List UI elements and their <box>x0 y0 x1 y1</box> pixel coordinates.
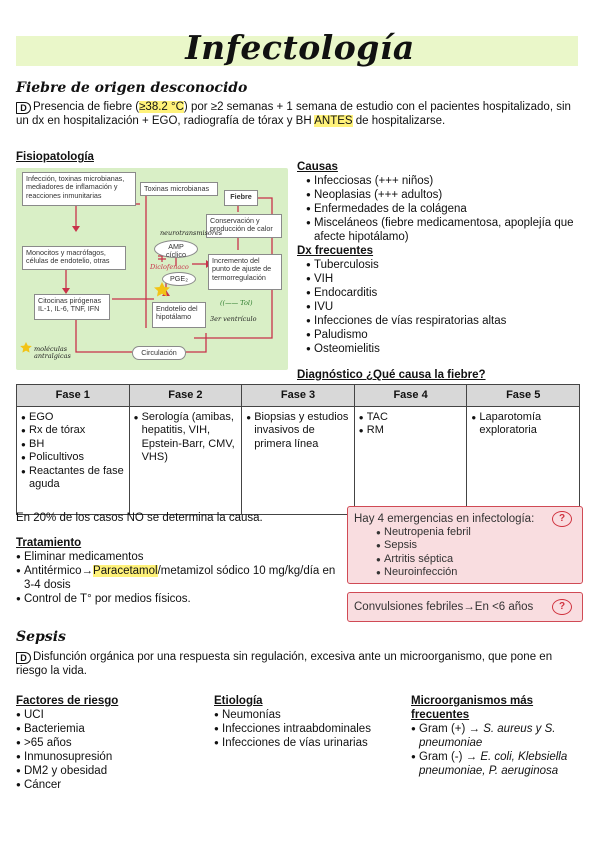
list-item: ● Laparotomía exploratoria <box>471 411 575 438</box>
dx-list <box>297 258 589 356</box>
list-item: ● Tuberculosis <box>306 258 589 272</box>
list-item: ● Infecciosas (+++ niños) <box>306 174 589 188</box>
list-item: ● Endocarditis <box>306 286 589 300</box>
box-toxinas: Toxinas microbianas <box>140 182 218 196</box>
list-item: ● EGO <box>21 411 125 424</box>
list-item: ● RM <box>359 424 463 437</box>
list-item: ● Paludismo <box>306 328 589 342</box>
list-item: ● Enfermedades de la colágena <box>306 202 589 216</box>
causas-list <box>297 174 589 244</box>
list-item: ● >65 años <box>16 736 196 750</box>
box-conservacion: Conservación y producción de calor <box>206 214 282 238</box>
list-item: ● Cáncer <box>16 778 196 792</box>
list-item: ● Infecciones intraabdominales <box>214 722 396 736</box>
box-fiebre: Fiebre <box>224 190 258 206</box>
etiologia-heading: Etiología <box>214 695 263 707</box>
note-tol: ((—— Tol) <box>220 299 253 307</box>
list-item: ● BH <box>21 438 125 451</box>
box-ajuste: Incremento del punto de ajuste de termorregulación <box>208 254 282 290</box>
list-item: ● Bacteriemia <box>16 722 196 736</box>
fase-header: Fase 2 <box>129 385 242 407</box>
micro-list <box>411 722 583 778</box>
list-item: ● Antitérmico→Paracetamol/metamizol sódico 10 mg/kg/día en 3-4 dosis <box>16 564 344 592</box>
tratamiento-heading: Tratamiento <box>16 537 82 549</box>
convulsiones-box <box>347 592 583 622</box>
tratamiento-list <box>16 550 344 606</box>
list-item: ● Artritis séptica <box>376 553 576 566</box>
note-neurotransmisores: neurotransmisores <box>160 229 223 237</box>
list-item: ● Neuroinfección <box>376 566 576 579</box>
antes-highlight: ANTES <box>314 115 353 128</box>
definition-icon: D <box>16 652 31 664</box>
riesgo-list <box>16 708 196 792</box>
fod-definition: D Presencia de fiebre (≥38.2 °C) por ≥2 semanas + 1 semana de estudio con el pacientes hospitalizado, sin un dx en hospitalización + EGO, radiografía de tórax y BH ANTES de hospitalizarse. <box>16 101 571 128</box>
box-infeccion: Infección, toxinas microbianas, mediadores de inflamación y reacciones inmunitarias <box>22 172 136 206</box>
list-item: ● Reactantes de fase aguda <box>21 465 125 492</box>
box-monocitos: Monocitos y macrófagos, células de endotelio, otras <box>22 246 126 270</box>
definition-icon: D <box>16 102 31 114</box>
emergencias-box <box>347 506 583 584</box>
box-pge2: PGE₂ <box>162 272 196 286</box>
box-circulacion: Circulación <box>132 346 186 360</box>
fase-header: Fase 3 <box>242 385 355 407</box>
list-item: ● Gram (-) → E. coli, Klebsiella pneumoniae, P. aeruginosa <box>411 750 583 778</box>
question-icon: ? <box>552 599 572 615</box>
list-item: ● Rx de tórax <box>21 424 125 437</box>
fase2-cell <box>129 407 242 515</box>
list-item: ● Neutropenia febril <box>376 526 576 539</box>
list-item: ● DM2 y obesidad <box>16 764 196 778</box>
dx-heading: Dx frecuentes <box>297 245 374 258</box>
fase-header: Fase 5 <box>467 385 580 407</box>
list-item: ● Misceláneos (fiebre medicamentosa, apoplejía que afecte hipotálamo) <box>306 216 589 244</box>
fase1-cell <box>17 407 130 515</box>
list-item: ● UCI <box>16 708 196 722</box>
box-citocinas: Citocinas pirógenas IL-1, IL-6, TNF, IFN <box>34 294 110 320</box>
fever-pathophysiology-diagram <box>16 168 288 370</box>
box-amp: AMP cíclico <box>154 240 198 258</box>
fase4-cell <box>354 407 467 515</box>
paracetamol-highlight: Paracetamol <box>93 565 158 578</box>
list-item: ● Infecciones de vías respiratorias altas <box>306 314 589 328</box>
sepsis-heading: Sepsis <box>16 629 66 645</box>
etiologia-section <box>214 694 396 750</box>
riesgo-heading: Factores de riesgo <box>16 695 119 707</box>
list-item: ● Inmunosupresión <box>16 750 196 764</box>
list-item: ● VIH <box>306 272 589 286</box>
diagnostic-phases-table <box>16 384 580 515</box>
box-endotelio: Endotelio del hipotálamo <box>152 302 206 328</box>
list-item: ● Control de T° por medios físicos. <box>16 592 344 606</box>
fase-header: Fase 4 <box>354 385 467 407</box>
list-item: ● Biopsias y estudios invasivos de primera línea <box>246 411 350 451</box>
fever-threshold: ≥38.2 °C <box>139 101 184 113</box>
page-title: Infectología <box>185 28 415 67</box>
list-item: ● IVU <box>306 300 589 314</box>
sepsis-definition: D Disfunción orgánica por una respuesta sin regulación, excesiva ante un microorganismo, que pone en riesgo la vida. <box>16 651 553 678</box>
list-item: ● Osteomielitis <box>306 342 589 356</box>
list-item: ● Infecciones de vías urinarias <box>214 736 396 750</box>
question-icon: ? <box>552 511 572 527</box>
diagnostico-heading: Diagnóstico ¿Qué causa la fiebre? <box>297 369 486 381</box>
list-item: ● Neumonías <box>214 708 396 722</box>
list-item: ● TAC <box>359 411 463 424</box>
causas-heading: Causas <box>297 161 338 173</box>
convulsiones-text: Convulsiones febriles→En <6 años <box>354 601 534 613</box>
list-item: ● Serología (amibas, hepatitis, VIH, Epstein-Barr, CMV, VHS) <box>134 411 238 465</box>
list-item: ● Eliminar medicamentos <box>16 550 344 564</box>
fase-header: Fase 1 <box>17 385 130 407</box>
note-moleculas: moléculas antralgicas <box>34 345 71 361</box>
micro-heading: Microorganismos más frecuentes <box>411 695 534 722</box>
arrow-b10-circulation <box>76 318 132 352</box>
causas-section <box>297 160 589 356</box>
list-item: ● Gram (+) → S. aureus y S. pneumoniae <box>411 722 583 750</box>
etiologia-list <box>214 708 396 750</box>
fase5-cell <box>467 407 580 515</box>
emergencias-title: Hay 4 emergencias en infectología: <box>354 513 535 525</box>
emergencias-list <box>354 526 576 580</box>
arrow-circulation-up <box>186 333 206 352</box>
list-item: ● Sepsis <box>376 539 576 552</box>
undetermined-percent: En 20% de los casos NO se determina la causa. <box>16 512 263 524</box>
note-diclofenaco: Diclofenaco <box>150 263 189 271</box>
list-item: ● Policultivos <box>21 451 125 464</box>
fase3-cell <box>242 407 355 515</box>
riesgo-section <box>16 694 196 792</box>
note-tercer-ventriculo: 3er ventrículo <box>210 315 257 323</box>
fisiopatologia-heading: Fisiopatología <box>16 151 94 163</box>
micro-section <box>411 694 583 778</box>
fod-heading: Fiebre de origen desconocido <box>16 80 248 96</box>
list-item: ● Neoplasias (+++ adultos) <box>306 188 589 202</box>
tratamiento-section <box>16 536 344 606</box>
